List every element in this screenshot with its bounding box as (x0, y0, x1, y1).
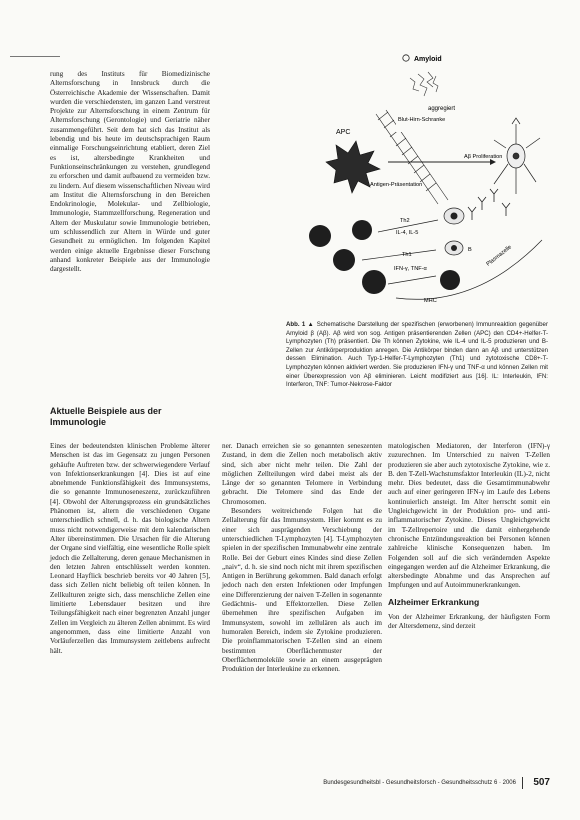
paragraph: rung des Instituts für Biomedizinische Alternsforschung in Innsbruck durch die Österreichische Akademie der Wissenschaften. Damit wurden die verschiedensten, im ganzen Land verstreut Projekte zur Alternsforschung in einem Zentrum für Alternsforschung (Gerontologie) und Geriatrie näher zusammengeführt. Seit dem hat sich das Institut als lebendig und bis heute im deutschsprachigen Raum einmalige Forschungseinrichtung etabliert, deren Ziel es ist, altersbedingte Krankheiten und Funktionseinschränkungen zu verstehen, grundlegend zu erforschen und damit aufbauend zu vermeiden bzw. zu lindern. Auf diesem wissenschaftlichen Niveau wird am Institut die Alternsforschung in den Bereichen Endokrinologie, Molekular- und Zellbiologie, Immunologie, Stammzellforschung, Regeneration und Altern der Muskulatur sowie Immunologie betrieben, um schlussendlich zur Altern in Würde und guter Gesundheit zu ermöglichen. Im folgenden Kapitel werden einige aktuelle Ergebnisse dieser Forschung anhand konkreter Beispiele aus der Immunologie dargestellt. (50, 70, 210, 274)
label-ifn: IFN-γ, TNF-α (394, 266, 427, 272)
left-column-top (50, 70, 210, 275)
left-column-bottom (50, 442, 210, 656)
label-th1: Th1 (402, 252, 412, 258)
label-th2: Th2 (400, 218, 410, 224)
amyloid-icon (403, 55, 409, 61)
label-aggregiert: aggregiert (428, 106, 456, 112)
paragraph: Von der Alzheimer Erkrankung, der häufigsten Form der Altersdemenz, sind derzeit (388, 613, 550, 631)
right-column (388, 442, 550, 632)
t-cell (309, 225, 331, 247)
page-footer (323, 777, 550, 789)
label-plasma: Plasmazelle (485, 244, 514, 268)
caption-text: Schematische Darstellung der spezifischen (erworbenen) Immunreaktion gegenüber Amyloid β (Aβ). Aβ wird von sog. Antigen präsentierenden Zellen (APC) den CD4+-Helfer-T-Lymphozyten (Th) präsentiert. Die Th können Zytokine, wie IL-4 und IL-5 produzieren und B-Zellen zur Antikörperproduktion anregen. Die Antikörper binden dann an Aβ und unterstützen dessen Elimination. Auch Typ-1-Helfer-T-Lymphozyten (Th1) und zytotoxische CD8+-T-Lymphozyten können aktiviert werden. Sie produzieren IFN-γ und TNF-α und können Zellen mit einer Überexpression von Aβ eliminieren. Leicht modifiziert aus [16]. IL: Interleukin, IFN: Interferon, TNF: Tumor-Nekrose-Faktor (286, 321, 548, 389)
t-helper-cells (309, 220, 386, 294)
label-blood-brain-barrier: Blut-Hirn-Schranke (398, 117, 446, 123)
label-antigen-presentation: Antigen-Präsentation (370, 182, 423, 188)
paragraph: matologischen Mediatoren, der Interferon (IFN)-γ zuzurechnen. Im Unterschied zu naiven T-Zellen produzieren sie aber auch zytotoxische Zytokine, wie z. B. den T-Zell-Wachstumsfaktor Interleukin (IL)-2, nicht mehr. Dies bedeutet, dass die Gesamtimmunabwehr auch auf einer geringeren IFN-γ im Laufe des Lebens kontinuierlich ansteigt. Im Alter herrscht somit ein Ungleichgewicht in der Produktion pro- und anti-inflammatorischer Zytokine. Dieses Ungleichgewicht im T-Zellrepertoire und die damit einhergehende chronische Entzündungsreaktion bei Personen können zahlreiche klinische Konsequenzen haben. Im Folgenden soll auf die sich verändernden Aspekte eingegangen werden auf die Alzheimer Erkrankung, die altersbedingte Abnahme und das Ansprechen auf Impfungen und auf Autoimmunerkrankungen. (388, 442, 550, 590)
paragraph: ner. Danach erreichen sie so genannten seneszenten Zustand, in dem die Zellen noch metabolisch aktiv sind, sich aber nicht mehr teilen. Die Zahl der möglichen Zellteilungen wird dabei meist als der Länge der so genannten Telomere in Verbindung gebracht. Die Telomere sind das Ende der Chromosomen. (222, 442, 382, 506)
t-cell (362, 270, 386, 294)
caption-label: Abb. 1 ▲ (286, 321, 315, 328)
middle-column (222, 442, 382, 674)
amyloid-aggregate (410, 72, 438, 96)
paragraph: Besonders weitreichende Folgen hat die Zellalterung für das Immunsystem. Hier kommt es zu einer sich ausprägenden Verschiebung der unterschiedlichen T-Lymphozyten [4]. T-Lymphozyten spielen in der spezifischen Immunabwehr eine zentrale Rolle. Bei der Geburt eines Kindes sind diese Zellen „naiv“, d. h. sie sind noch nicht mit ihrem spezifischen Antigen in Berührung gekommen. Bald danach erfolgt jedoch nach den ersten Infektionen oder Impfungen eine Differenzierung der naiven T-Zellen in sogenannte Gedächtnis- und Effektorzellen. Diese Zellen übernehmen ihre spezifischen Aufgaben im Immunsystem, sowohl im zellulären als auch im humoralen Bereich, indem sie Zytokine produzieren. Die proinflammatorischen T-Zellen sind an einem bestimmten Oberflächenmuster der Oberflächenmoleküle sowie an einem ausgeprägten Produktion der Interleukine zu erkennen. (222, 507, 382, 674)
t-cell (333, 249, 355, 271)
label-mhc: MHC (424, 298, 437, 304)
antibody-icons (468, 189, 510, 220)
label-proliferation: Aβ Proliferation (464, 154, 503, 160)
label-b: B (468, 247, 472, 253)
subsection-heading: Alzheimer Erkrankung (388, 596, 480, 607)
footer-separator (522, 777, 523, 789)
label-apc: APC (336, 129, 351, 136)
figure-title: Amyloid (414, 56, 442, 63)
paragraph: Eines der bedeutendsten klinischen Probleme älterer Menschen ist das im Gegensatz zu jungen Personen gehäufte Auftreten bzw. der schwerwiegendere Verlauf von Infektionserkrankungen [4]. Dies ist auf eine abnehmende Funktionsfähigkeit des Immunsystems, die so genannte Immunoseneszenz, zurückzuführen [4]. Obwohl der Alterungsprozess ein grundsätzliches Phänomen ist, altern die verschiedenen Organe unterschiedlich schnell, d. h. das biologische Altern muss nicht notwendigerweise mit dem kalendarischen Alter übereinstimmen. Die Ursachen für die Alterung der Organe sind vielfältig, eine wesentliche Rolle spielt jedoch die Zellalterung, deren genaue Mechanismen in den letzten Jahren entschlüsselt werden konnten. Leonard Hayflick beschrieb bereits vor 40 Jahren [5], dass sich Zellen nicht beliebig oft teilen können. In Zellkulturen zeigte sich, dass menschliche Zellen eine limitierte Lebensdauer besitzen und ihre Teilungsfähigkeit nach einer begrenzten Anzahl junger Zellen im Vergleich zu älteren Zellen abnimmt. Es wird angenommen, dass eine limitierte Anzahl von Vorläuferzellen das Immunsystem zeitlebens aufrecht hält. (50, 442, 211, 655)
section-heading: Aktuelle Beispiele aus der Immunologie (50, 406, 162, 427)
figure-caption (286, 321, 548, 390)
immune-response-diagram (278, 52, 554, 314)
footer-journal: Bundesgesundheitsbl - Gesundheitsforsch - Gesundheitsschutz 6 · 2006 (323, 780, 516, 786)
label-il: IL-4, IL-5 (396, 230, 419, 236)
t-cell (352, 220, 372, 240)
page-number: 507 (533, 777, 550, 788)
cytotoxic-cell (440, 270, 460, 290)
header-rule (10, 56, 60, 57)
